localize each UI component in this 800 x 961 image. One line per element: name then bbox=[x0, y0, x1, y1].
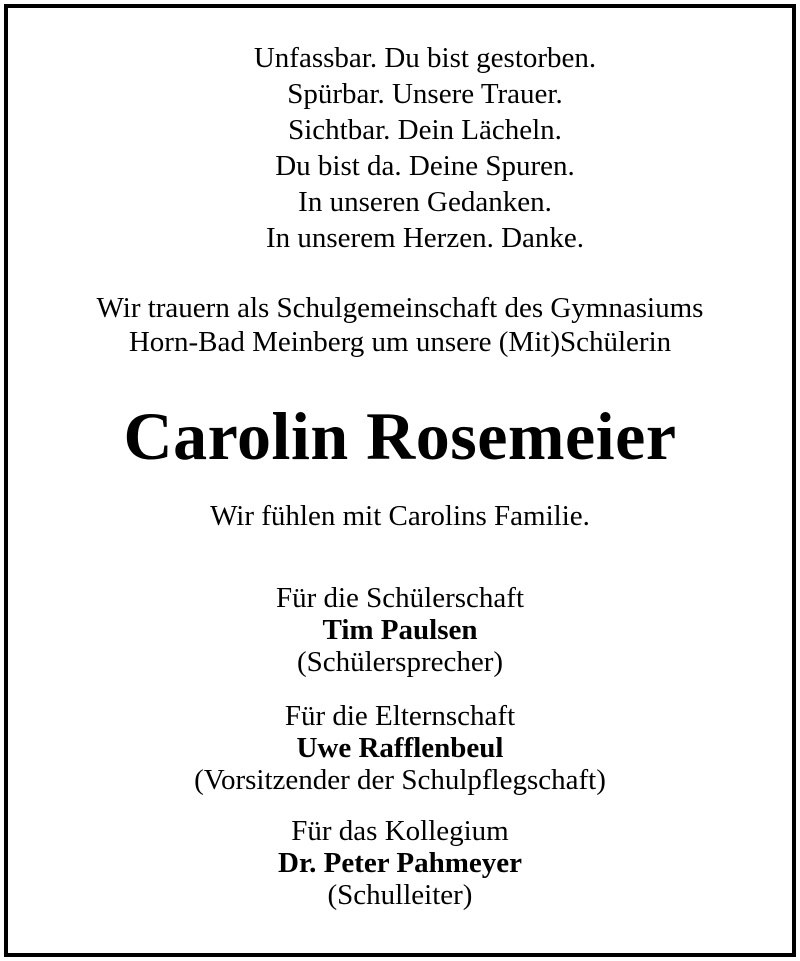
signer-faculty bbox=[0, 815, 800, 911]
poem-line: In unserem Herzen. Danke. bbox=[265, 222, 585, 254]
signer-name: Tim Paulsen bbox=[322, 614, 478, 646]
poem-line: Unfassbar. Du bist gestorben. bbox=[253, 42, 597, 74]
poem bbox=[0, 40, 800, 256]
signer-role: (Schülersprecher) bbox=[296, 646, 504, 678]
mourning-intro bbox=[0, 291, 800, 359]
deceased-name: Carolin Rosemeier bbox=[123, 398, 677, 474]
signer-role: (Vorsitzender der Schulpflegschaft) bbox=[194, 764, 606, 796]
signer-students bbox=[0, 582, 800, 678]
sympathy-line: Wir fühlen mit Carolins Familie. bbox=[210, 500, 590, 532]
signer-name: Dr. Peter Pahmeyer bbox=[278, 847, 522, 879]
signer-group: Für das Kollegium bbox=[291, 815, 509, 847]
signer-role: (Schulleiter) bbox=[327, 879, 473, 911]
intro-line-1: Wir trauern als Schulgemeinschaft des Gymnasiums bbox=[96, 292, 704, 324]
poem-line: In unseren Gedanken. bbox=[298, 186, 552, 218]
poem-line: Sichtbar. Dein Lächeln. bbox=[288, 114, 562, 146]
poem-line: Du bist da. Deine Spuren. bbox=[275, 150, 575, 182]
signer-name: Uwe Rafflenbeul bbox=[296, 732, 504, 764]
intro-line-2: Horn-Bad Meinberg um unsere (Mit)Schülerin bbox=[128, 326, 672, 358]
poem-line: Spürbar. Unsere Trauer. bbox=[287, 78, 563, 110]
signer-group: Für die Schülerschaft bbox=[275, 582, 525, 614]
signer-group: Für die Elternschaft bbox=[284, 700, 516, 732]
signer-parents bbox=[0, 700, 800, 796]
